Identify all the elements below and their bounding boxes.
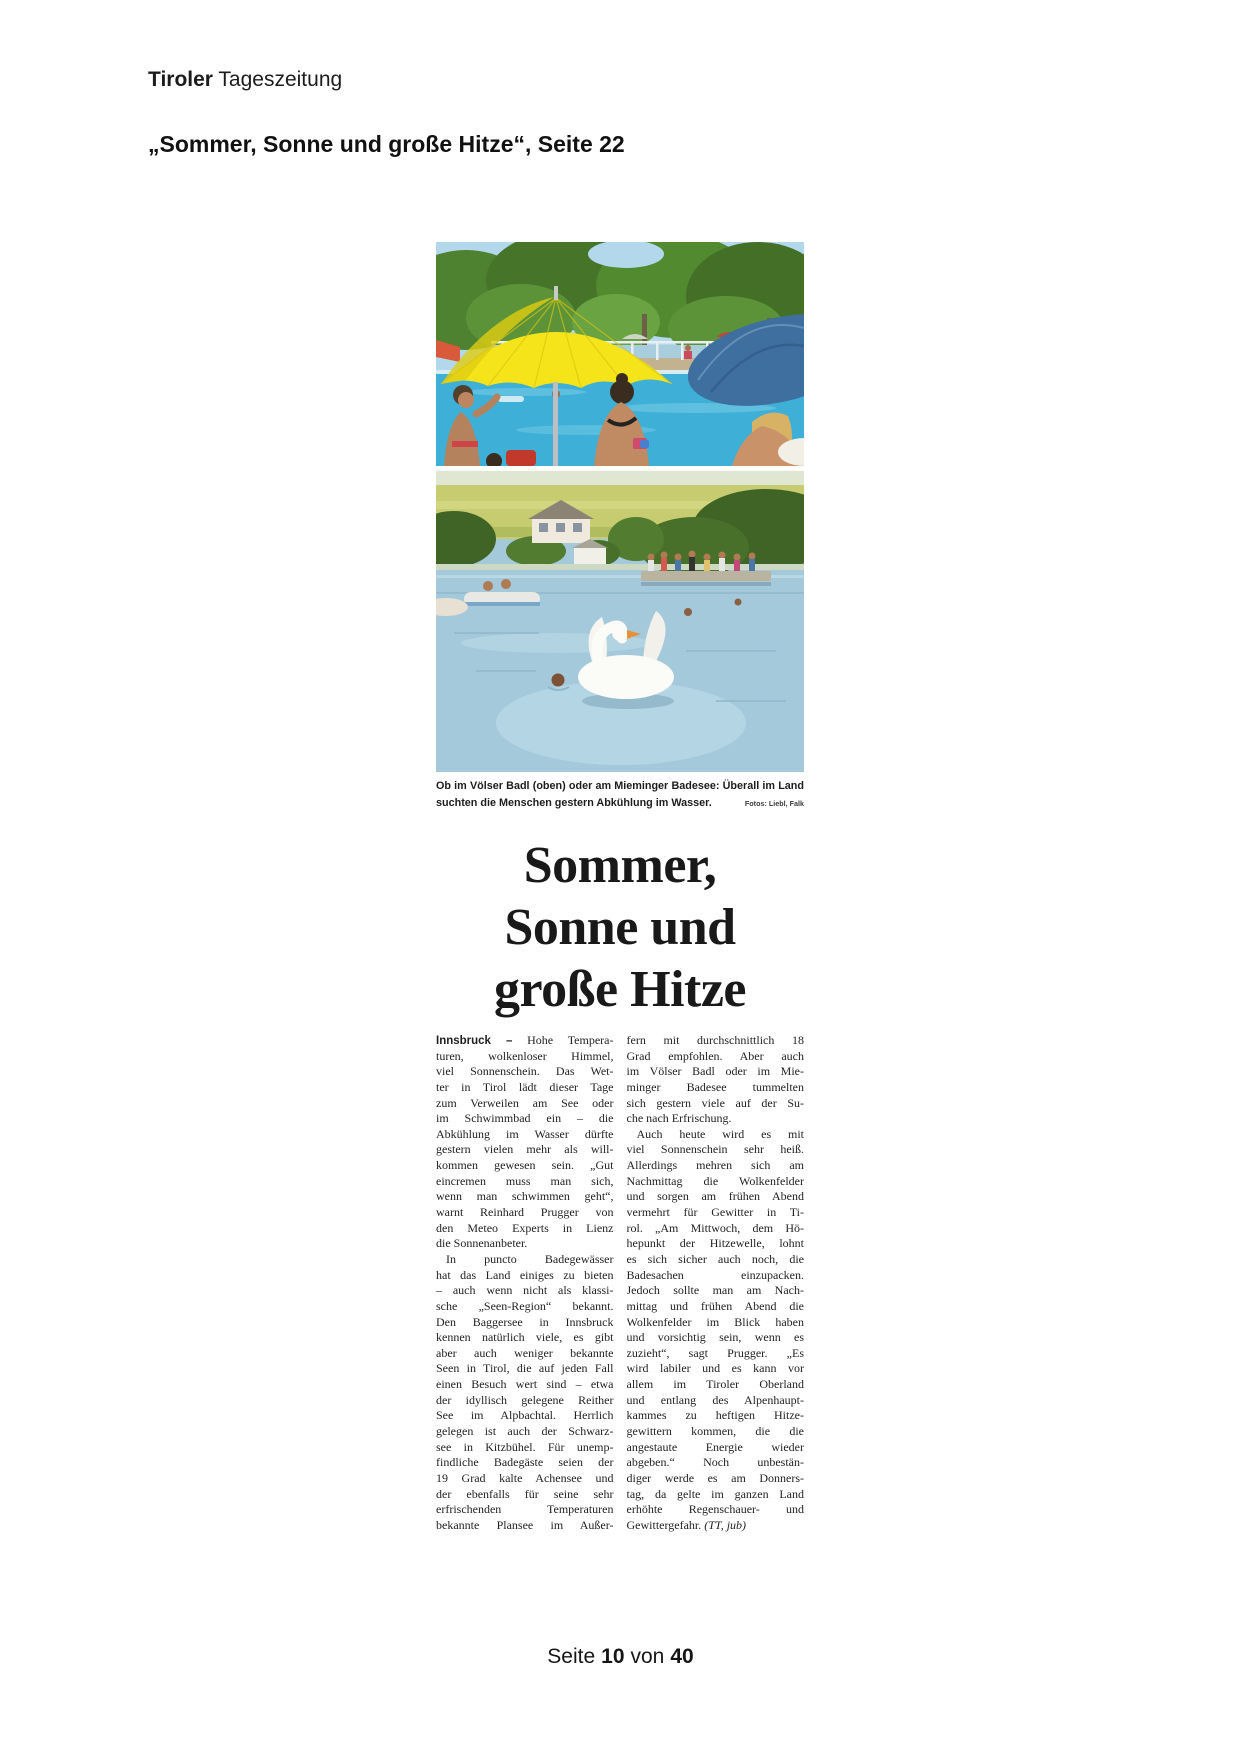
body-line: – auch wenn nicht als klassi- — [436, 1283, 614, 1298]
body-line: Abkühlung im Wasser dürfte — [436, 1126, 614, 1141]
body-line: sche „Seen-Region“ bekannt. — [436, 1298, 614, 1313]
body-line: Badesachen einzupacken. — [626, 1267, 804, 1282]
caption-line-2 — [436, 795, 804, 812]
footer-word-of: von — [630, 1645, 665, 1668]
body-line: hepunkt der Hitzewelle, lohnt — [626, 1236, 804, 1251]
body-line: Grad empfohlen. Aber auch — [626, 1048, 804, 1063]
body-line: gestern vielen mehr als will- — [436, 1142, 614, 1157]
body-line: erhöhte Regenschauer- und — [626, 1502, 804, 1517]
headline-line: große Hitze — [493, 961, 746, 1018]
body-line: und entlang des Alpenhaupt- — [626, 1392, 804, 1407]
body-line: abgeben.“ Noch unbestän- — [626, 1455, 804, 1470]
body-line: minger Badesee tummelten — [626, 1079, 804, 1094]
headline-line: Sonne und — [504, 899, 736, 956]
body-line: viel Sonnenschein sehr heiß. — [626, 1142, 804, 1157]
footer-total-pages: 40 — [670, 1645, 694, 1668]
article-column-right — [627, 1033, 805, 1534]
headline-line: Sommer, — [523, 837, 717, 894]
closing-text: Gewittergefahr. — [626, 1517, 705, 1532]
body-line: Nachmittag die Wolkenfelder — [626, 1173, 804, 1188]
body-line: wenn man schwimmen geht“, — [436, 1189, 614, 1204]
body-line: aber auch weniger bekannte — [436, 1345, 614, 1360]
body-line: der idyllisch gelegene Reither — [436, 1392, 614, 1407]
body-line: mittag und frühen Abend die — [626, 1298, 804, 1313]
footer-current-page: 10 — [601, 1645, 625, 1668]
photo-caption — [436, 778, 804, 812]
body-line: und vorsichtig sein, wenn es — [626, 1330, 804, 1345]
body-line: Allerdings mehren sich am — [626, 1158, 804, 1173]
body-line: gelegen ist auch der Schwarz- — [436, 1424, 614, 1439]
body-line: turen, wolkenloser Himmel, — [436, 1048, 614, 1063]
photo-credit: Fotos: Liebl, Falk — [744, 799, 804, 808]
body-line: es sich sicher auch noch, die — [626, 1251, 804, 1266]
body-line: Seen in Tirol, die auf jeden Fall — [436, 1361, 614, 1376]
body-lines-right — [627, 1033, 805, 1518]
body-line: warnt Reinhard Prugger von — [436, 1205, 614, 1220]
dateline: Innsbruck – — [436, 1035, 513, 1047]
masthead — [148, 68, 342, 92]
body-line: im Völser Badl oder im Mie- — [626, 1064, 804, 1079]
body-line: vermehrt für Gewitter in Ti- — [626, 1205, 804, 1220]
body-line: See im Alpbachtal. Herrlich — [436, 1408, 614, 1423]
body-line: Den Baggersee in Innsbruck — [436, 1314, 614, 1329]
pool-photo — [436, 242, 804, 466]
body-line: erfrischenden Temperaturen — [436, 1502, 614, 1517]
caption-line-2-text: suchten die Menschen gestern Abkühlung im Wasser. — [436, 797, 712, 809]
body-line: einen Besuch wert sind – etwa — [436, 1377, 614, 1392]
body-line: Jedoch sollte man am Nach- — [626, 1283, 804, 1298]
body-line: see in Kitzbühel. Für unemp- — [436, 1439, 614, 1454]
body-line: Auch heute wird es mit — [636, 1126, 804, 1141]
dateline-rest: Hohe Tempera- — [512, 1033, 614, 1047]
body-line: findliche Badegäste seien der — [436, 1455, 614, 1470]
agency-credit: (TT, jub) — [704, 1517, 747, 1532]
body-line: gewittern kommen, die die — [626, 1424, 804, 1439]
body-line: zuzieht“, sagt Prugger. „Es — [626, 1345, 804, 1360]
body-line: kammes zu heftigen Hitze- — [626, 1408, 804, 1423]
body-line: wird labiler und es kann vor — [626, 1361, 804, 1376]
footer-word-page: Seite — [547, 1645, 596, 1668]
article-headline — [436, 835, 804, 1021]
article-column-left — [436, 1033, 614, 1534]
body-line: sich gestern viele auf der Su- — [626, 1095, 804, 1110]
caption-line-1: Ob im Völser Badl (oben) oder am Mieminger Badesee: Überall im Land — [436, 780, 804, 792]
body-line: che nach Erfrischung. — [626, 1111, 732, 1126]
body-line: viel Sonnenschein. Das Wet- — [436, 1064, 614, 1079]
masthead-brand: Tiroler — [148, 68, 213, 91]
body-line: eincremen muss man sich, — [436, 1173, 614, 1188]
body-line: diger werde es am Donners- — [626, 1470, 804, 1485]
body-line: kennen natürlich viele, es gibt — [436, 1330, 614, 1345]
lake-photo — [436, 471, 804, 772]
body-line: tag, da gelte im ganzen Land — [626, 1486, 804, 1501]
body-line: zum Verweilen am See oder — [436, 1095, 614, 1110]
body-line: kommen gewesen sein. „Gut — [436, 1158, 614, 1173]
body-line: die Sonnenanbeter. — [436, 1236, 528, 1251]
body-line: angestaute Energie wieder — [626, 1439, 804, 1454]
body-line-closing — [627, 1518, 805, 1534]
body-line: In puncto Badegewässer — [446, 1251, 614, 1266]
pool-photo-illustration — [436, 242, 804, 466]
page-footer — [0, 1645, 1241, 1669]
clipping-title: „Sommer, Sonne und große Hitze“, Seite 22 — [148, 131, 625, 157]
masthead-brand-rest: Tageszeitung — [212, 68, 343, 91]
body-line: im Schwimmbad ein – die — [436, 1111, 614, 1126]
lake-photo-illustration — [436, 471, 804, 772]
body-lines-left — [436, 1049, 614, 1534]
body-line: ter in Tirol lädt dieser Tage — [436, 1079, 614, 1094]
body-line-dateline — [436, 1033, 614, 1049]
body-line: und sorgen am frühen Abend — [626, 1189, 804, 1204]
body-line: allem im Tiroler Oberland — [626, 1377, 804, 1392]
body-line: 19 Grad kalte Achensee und — [436, 1470, 614, 1485]
body-line: rol. „Am Mittwoch, dem Hö- — [626, 1220, 804, 1235]
body-line: bekannte Plansee im Außer- — [436, 1517, 614, 1532]
body-line: Wolkenfelder im Blick haben — [626, 1314, 804, 1329]
body-line: fern mit durchschnittlich 18 — [626, 1033, 804, 1047]
body-line: hat das Land einiges zu bieten — [436, 1267, 614, 1282]
body-line: den Meteo Experts in Lienz — [436, 1220, 614, 1235]
body-line: der ebenfalls für seine sehr — [436, 1486, 614, 1501]
article-columns — [436, 1033, 804, 1534]
